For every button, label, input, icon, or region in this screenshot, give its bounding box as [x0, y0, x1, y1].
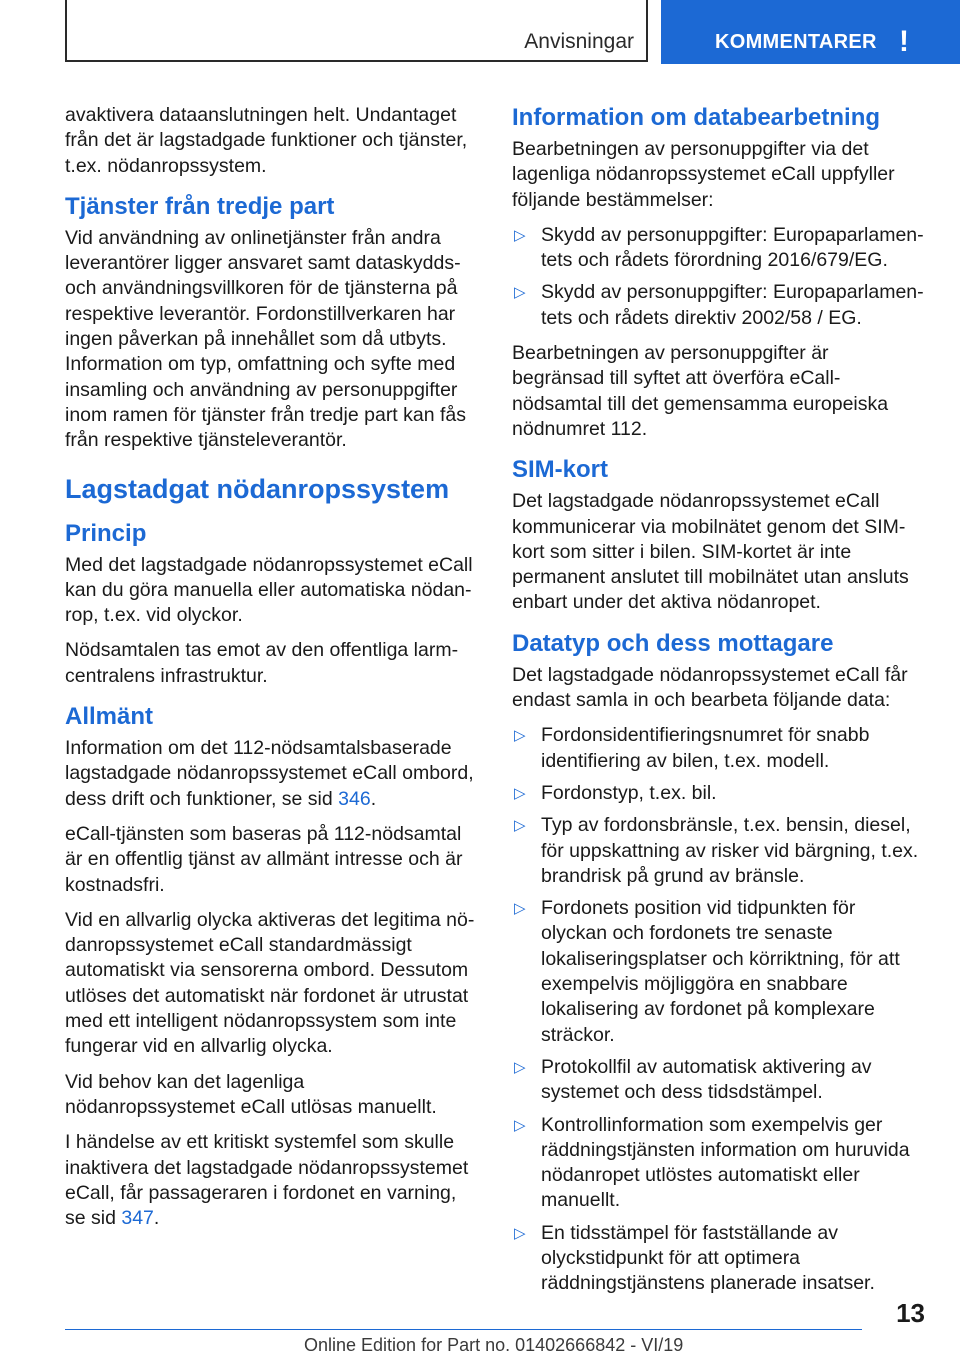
- processing-heading: Information om databearbetning: [512, 104, 881, 131]
- list-item-text: Fordonsidentifieringsnumret för snabb identifiering av bilen, t.ex. modell.: [541, 724, 870, 772]
- left-column: [65, 103, 477, 1241]
- footer-edition-text: Online Edition for Part no. 01402666842 - VI/19: [304, 1335, 684, 1355]
- list-item-text: Kontrollinformation som exempelvis ger räddningstjänsten information om huruvida nödanropet utlöstes automatiskt eller manuellt.: [541, 1113, 910, 1212]
- main-heading: Lagstadgat nödanropssystem: [65, 473, 450, 504]
- datatype-list: [512, 723, 924, 1296]
- list-item-text: Protokollfil av automatisk aktivering av systemet och dess tidsdstämpel.: [541, 1055, 872, 1104]
- tab-comments-label: KOMMENTARER: [715, 31, 877, 53]
- general-paragraph-1-text: Information om det 112-nödsamtalsbaserade lagstadgade nödanropssystemet eCall ombord, dess drift och funktioner, se sid: [65, 737, 474, 810]
- tab-instructions-label: Anvisningar: [524, 30, 634, 53]
- list-item-text: Typ av fordonsbränsle, t.ex. bensin, diesel, för uppskattning av risker vid bärgning, t.ex. brandrisk på grund av bränsle.: [541, 814, 919, 887]
- general-paragraph-4: Vid behov kan det lagenliga nödanropssystemet eCall utlösas manuellt.: [65, 1070, 437, 1118]
- list-item: [512, 781, 924, 806]
- triangle-bullet-icon: ▷: [514, 1116, 526, 1134]
- general-paragraph-1-end: .: [370, 787, 377, 810]
- triangle-bullet-icon: ▷: [514, 900, 526, 918]
- triangle-bullet-icon: ▷: [514, 1224, 526, 1242]
- principle-paragraph-1: Med det lagstadgade nödanropssystemet eCall kan du göra manuella eller automatiska nödanrop, t.ex. vid olyckor.: [65, 553, 473, 627]
- triangle-bullet-icon: ▷: [514, 284, 526, 302]
- page-link-347[interactable]: 347: [121, 1207, 154, 1230]
- list-item-text: Skydd av personuppgifter: Europaparlamentets och rådets förordning 2016/679/EG.: [541, 223, 924, 272]
- principle-paragraph-2: Nödsamtalen tas emot av den offentliga larmcentralens infrastruktur.: [65, 639, 459, 687]
- list-item: [512, 280, 924, 331]
- list-item: [512, 223, 924, 274]
- general-paragraph-2: eCall-tjänsten som baseras på 112-nödsamtal är en offentlig tjänst av allmänt intresse och är kostnadsfri.: [65, 822, 463, 896]
- tab-comments[interactable]: [661, 0, 960, 64]
- third-party-paragraph: Vid användning av onlinetjänster från andra leverantörer ligger ansvaret samt dataskydds- och användningsvillkoren för de tjänsterna på respektive leverantör. Fordonstillverkaren har ingen påverkan på innehållet som då utbyts. Information om typ, omfattning och syfte med insamling och användning av personuppgifter inom ramen för tjänster från tredje part kan fås från respektive tjänsteleverantör.: [65, 226, 467, 452]
- general-paragraph-1: [65, 736, 477, 812]
- list-item: [512, 723, 924, 774]
- triangle-bullet-icon: ▷: [514, 727, 526, 745]
- third-party-heading: Tjänster från tredje part: [65, 192, 335, 220]
- general-paragraph-3: Vid en allvarlig olycka aktiveras det legitima nödanropssystemet eCall standardmässigt automatiskt via sensorerna ombord. Dessutom utlöses det automatiskt när fordonet är utrustat med ett intelligent nödanropssystem som inte fungerar vid en allvarlig olycka.: [65, 908, 475, 1058]
- list-item: [512, 896, 924, 1048]
- list-item: [512, 1221, 924, 1297]
- general-paragraph-5: [65, 1130, 477, 1231]
- list-item-text: Skydd av personuppgifter: Europaparlamentets och rådets direktiv 2002/58 / EG.: [541, 281, 924, 329]
- page-link-346[interactable]: 346: [338, 787, 371, 810]
- right-column: [512, 103, 924, 1307]
- sim-paragraph: Det lagstadgade nödanropssystemet eCall kommunicerar via mobilnätet genom det SIM-kort som sitter i bilen. SIM-kortet är inte permanent anslutet till mobilnätet utan ansluts enbart under det aktiva nödanropet.: [512, 490, 909, 614]
- list-item: [512, 1055, 924, 1106]
- principle-heading: Princip: [65, 519, 147, 547]
- triangle-bullet-icon: ▷: [514, 1058, 526, 1076]
- triangle-bullet-icon: ▷: [514, 817, 526, 835]
- datatype-heading: Datatyp och dess mottagare: [512, 629, 834, 657]
- processing-list: [512, 223, 924, 331]
- processing-paragraph-2: Bearbetningen av personuppgifter är begränsad till syftet att överföra eCall-nödsamtal till det gemensamma europeiska nödnumret 112.: [512, 342, 889, 440]
- exclamation-icon: !: [899, 25, 909, 58]
- list-item: [512, 1113, 924, 1214]
- footer-divider: [65, 1329, 862, 1330]
- list-item-text: Fordonets position vid tidpunkten för olyckan och fordonets tre senaste lokaliseringsplatser och körriktning, för att exempelvis möjliggöra en snabbare lokalisering av fordonet på komplexare sträckor.: [541, 897, 900, 1046]
- page-number: 13: [896, 1298, 925, 1328]
- sim-heading: SIM-kort: [512, 456, 608, 484]
- tab-instructions[interactable]: [65, 0, 648, 62]
- list-item-text: Fordonstyp, t.ex. bil.: [541, 781, 717, 804]
- general-heading: Allmänt: [65, 703, 154, 731]
- datatype-paragraph: Det lagstadgade nödanropssystemet eCall får endast samla in och bearbeta följande data:: [512, 663, 908, 712]
- list-item-text: En tidsstämpel för fastställande av olyckstidpunkt för att optimera räddningstjänstens planerade insatser.: [541, 1221, 875, 1295]
- list-item: [512, 813, 924, 889]
- general-paragraph-5-text: I händelse av ett kritiskt systemfel som skulle inaktivera det lagstadgade nödanropssystemet eCall, får passageraren i fordonet en varning, se sid: [65, 1131, 469, 1230]
- processing-paragraph-1: Bearbetningen av personuppgifter via det lagenliga nödanropssystemet eCall uppfyller följande bestämmelser:: [512, 138, 895, 211]
- general-paragraph-5-end: .: [153, 1207, 160, 1230]
- triangle-bullet-icon: ▷: [514, 226, 526, 244]
- triangle-bullet-icon: ▷: [514, 784, 526, 802]
- intro-paragraph: avaktivera dataanslutningen helt. Undantaget från det är lagstadgade funktioner och tjänster, t.ex. nödanropssystem.: [65, 104, 468, 177]
